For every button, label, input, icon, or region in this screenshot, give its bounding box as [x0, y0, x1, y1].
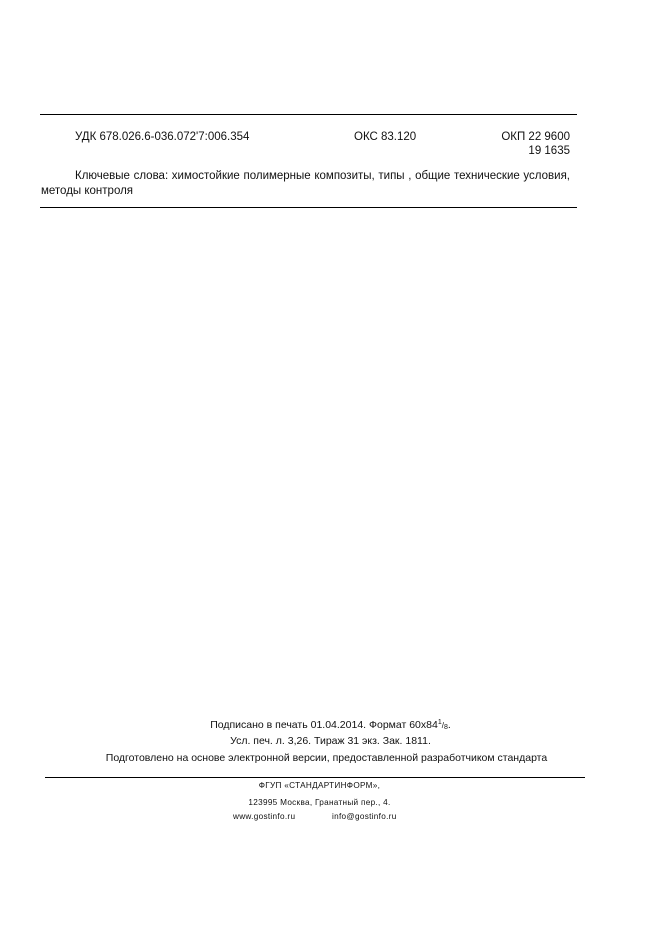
format-denominator: 8 [443, 724, 448, 731]
publisher-address: 123995 Москва, Гранатный пер., 4. [248, 798, 391, 807]
okp-code-secondary: 19 1635 [528, 145, 570, 157]
publisher-website: www.gostinfo.ru [233, 812, 296, 821]
top-rule [40, 114, 577, 115]
udk-code: УДК 678.026.6-036.072'7:006.354 [75, 131, 250, 143]
prepared-note: Подготовлено на основе электронной версии, предоставленной разработчиком стандарта [105, 752, 548, 764]
header-bottom-rule [40, 207, 577, 208]
signed-for-print [0, 716, 661, 735]
signed-text: Подписано в печать 01.04.2014. Формат 60x84 [210, 719, 438, 731]
okp-code: ОКП 22 9600 [501, 131, 570, 143]
format-slash: / [441, 721, 444, 730]
oks-code: ОКС 83.120 [354, 131, 417, 143]
keywords-block [41, 169, 570, 199]
publisher-name: ФГУП «СТАНДАРТИНФОРМ», [258, 781, 381, 790]
keywords-line-1: Ключевые слова: химостойкие полимерные композиты, типы , общие технические условия, [75, 170, 570, 182]
signed-suffix: . [447, 719, 451, 731]
publisher-rule [45, 777, 585, 778]
format-numerator: 1 [437, 719, 442, 726]
publisher-email: info@gostinfo.ru [332, 812, 397, 821]
print-info: Усл. печ. л. 3,26. Тираж 31 экз. Зак. 1811. [230, 735, 431, 747]
keywords-line-2: методы контроля [41, 185, 134, 197]
